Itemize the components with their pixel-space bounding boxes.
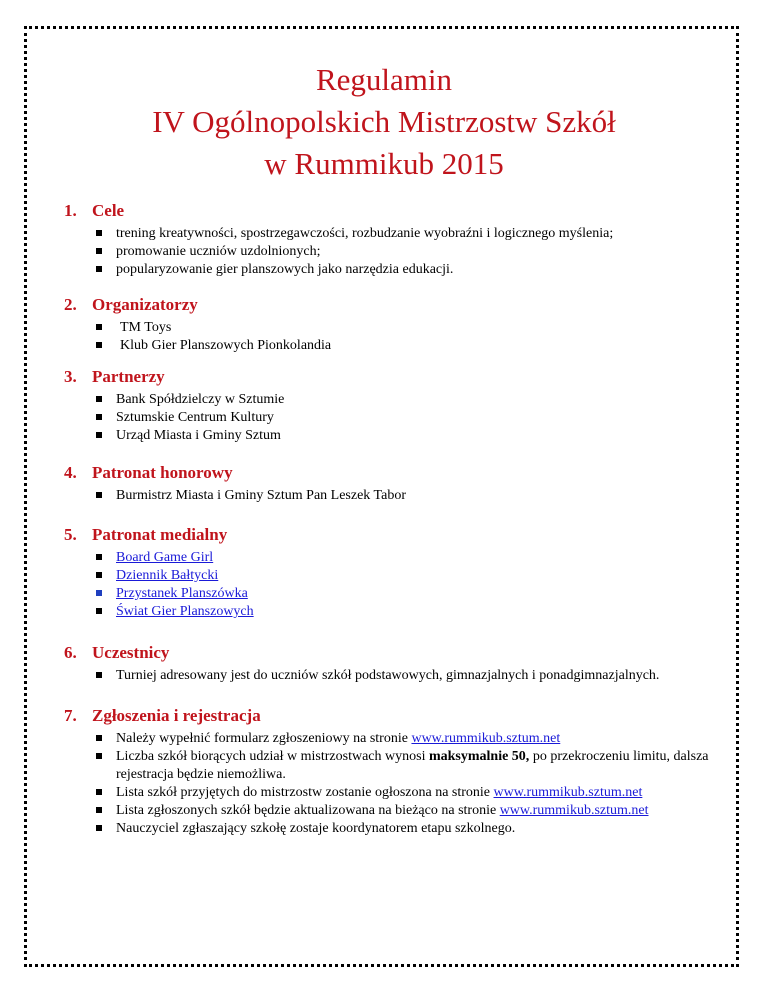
list-item: Bank Spółdzielczy w Sztumie bbox=[64, 391, 744, 409]
bullet-list bbox=[64, 487, 744, 505]
bullet-list bbox=[64, 225, 744, 279]
bullet-icon bbox=[96, 789, 102, 795]
bullet-icon bbox=[96, 572, 102, 578]
bullet-icon bbox=[96, 807, 102, 813]
document-title bbox=[0, 59, 768, 185]
bold-limit: maksymalnie 50, bbox=[428, 749, 530, 764]
list-item bbox=[64, 549, 744, 567]
list-item: Klub Gier Planszowych Pionkolandia bbox=[64, 337, 744, 355]
section-participants bbox=[64, 643, 744, 685]
list-item: Lista zgłoszonych szkół będzie aktualizowana na bieżąco na stronie www.rummikub.sztum.net bbox=[64, 802, 744, 820]
list-item: TM Toys bbox=[64, 319, 744, 337]
bullet-icon bbox=[96, 342, 102, 348]
section-heading: 3. Partnerzy bbox=[64, 367, 165, 386]
bullet-icon bbox=[96, 248, 102, 254]
bullet-list bbox=[64, 549, 744, 621]
bullet-list bbox=[64, 667, 744, 685]
list-item: Należy wypełnić formularz zgłoszeniowy na stronie www.rummikub.sztum.net bbox=[64, 730, 744, 748]
list-item bbox=[64, 603, 744, 621]
title-line-2: IV Ogólnopolskich Mistrzostw Szkół bbox=[152, 104, 616, 139]
bullet-icon bbox=[96, 230, 102, 236]
section-heading: 1. Cele bbox=[64, 201, 125, 220]
bullet-icon bbox=[96, 414, 102, 420]
list-item: Nauczyciel zgłaszający szkołę zostaje koordynatorem etapu szkolnego. bbox=[64, 820, 744, 838]
section-heading: 2. Organizatorzy bbox=[64, 295, 198, 314]
bullet-icon bbox=[96, 266, 102, 272]
section-honorary-patronage bbox=[64, 463, 744, 505]
section-heading: 5. Patronat medialny bbox=[64, 525, 228, 544]
bullet-list bbox=[64, 319, 744, 355]
section-heading: 7. Zgłoszenia i rejestracja bbox=[64, 706, 261, 725]
bullet-icon bbox=[96, 324, 102, 330]
list-item bbox=[64, 567, 744, 585]
bullet-icon bbox=[96, 753, 102, 759]
section-goals bbox=[64, 201, 744, 279]
list-item: Sztumskie Centrum Kultury bbox=[64, 409, 744, 427]
link-registration-site[interactable]: www.rummikub.sztum.net bbox=[411, 731, 561, 746]
list-item bbox=[64, 585, 744, 603]
link-registered-list[interactable]: www.rummikub.sztum.net bbox=[499, 803, 649, 818]
link-accepted-list[interactable]: www.rummikub.sztum.net bbox=[493, 785, 643, 800]
link-dziennik-baltycki[interactable]: Dziennik Bałtycki bbox=[116, 568, 219, 583]
title-line-1: Regulamin bbox=[315, 62, 453, 97]
title-line-3: w Rummikub 2015 bbox=[264, 146, 504, 181]
section-heading: 6. Uczestnicy bbox=[64, 643, 170, 662]
section-partners bbox=[64, 367, 744, 445]
bullet-list bbox=[64, 391, 744, 445]
bullet-icon bbox=[96, 432, 102, 438]
list-item: popularyzowanie gier planszowych jako narzędzia edukacji. bbox=[64, 261, 744, 279]
list-item: Burmistrz Miasta i Gminy Sztum Pan Leszek Tabor bbox=[64, 487, 744, 505]
bullet-icon bbox=[96, 590, 102, 596]
section-heading: 4. Patronat honorowy bbox=[64, 463, 233, 482]
bullet-icon bbox=[96, 608, 102, 614]
section-media-patronage bbox=[64, 525, 744, 621]
list-item: Liczba szkół biorących udział w mistrzostwach wynosi maksymalnie 50, po przekroczeniu limitu, dalsza rejestracja będzie niemożliwa. bbox=[64, 748, 716, 784]
section-organizers bbox=[64, 295, 744, 355]
list-item: Turniej adresowany jest do uczniów szkół podstawowych, gimnazjalnych i ponadgimnazjalnych. bbox=[64, 667, 744, 685]
bullet-icon bbox=[96, 672, 102, 678]
link-board-game-girl[interactable]: Board Game Girl bbox=[116, 550, 214, 565]
section-registration bbox=[64, 706, 744, 838]
bullet-icon bbox=[96, 825, 102, 831]
list-item: Lista szkół przyjętych do mistrzostw zostanie ogłoszona na stronie www.rummikub.sztum.net bbox=[64, 784, 744, 802]
bullet-icon bbox=[96, 735, 102, 741]
bullet-list bbox=[64, 730, 744, 838]
list-item: Urząd Miasta i Gminy Sztum bbox=[64, 427, 744, 445]
bullet-icon bbox=[96, 554, 102, 560]
link-przystanek-planszowka[interactable]: Przystanek Planszówka bbox=[116, 586, 248, 601]
link-swiat-gier-planszowych[interactable]: Świat Gier Planszowych bbox=[116, 604, 254, 619]
list-item: trening kreatywności, spostrzegawczości, rozbudzanie wyobraźni i logicznego myślenia; bbox=[64, 225, 744, 243]
bullet-icon bbox=[96, 492, 102, 498]
bullet-icon bbox=[96, 396, 102, 402]
list-item: promowanie uczniów uzdolnionych; bbox=[64, 243, 744, 261]
